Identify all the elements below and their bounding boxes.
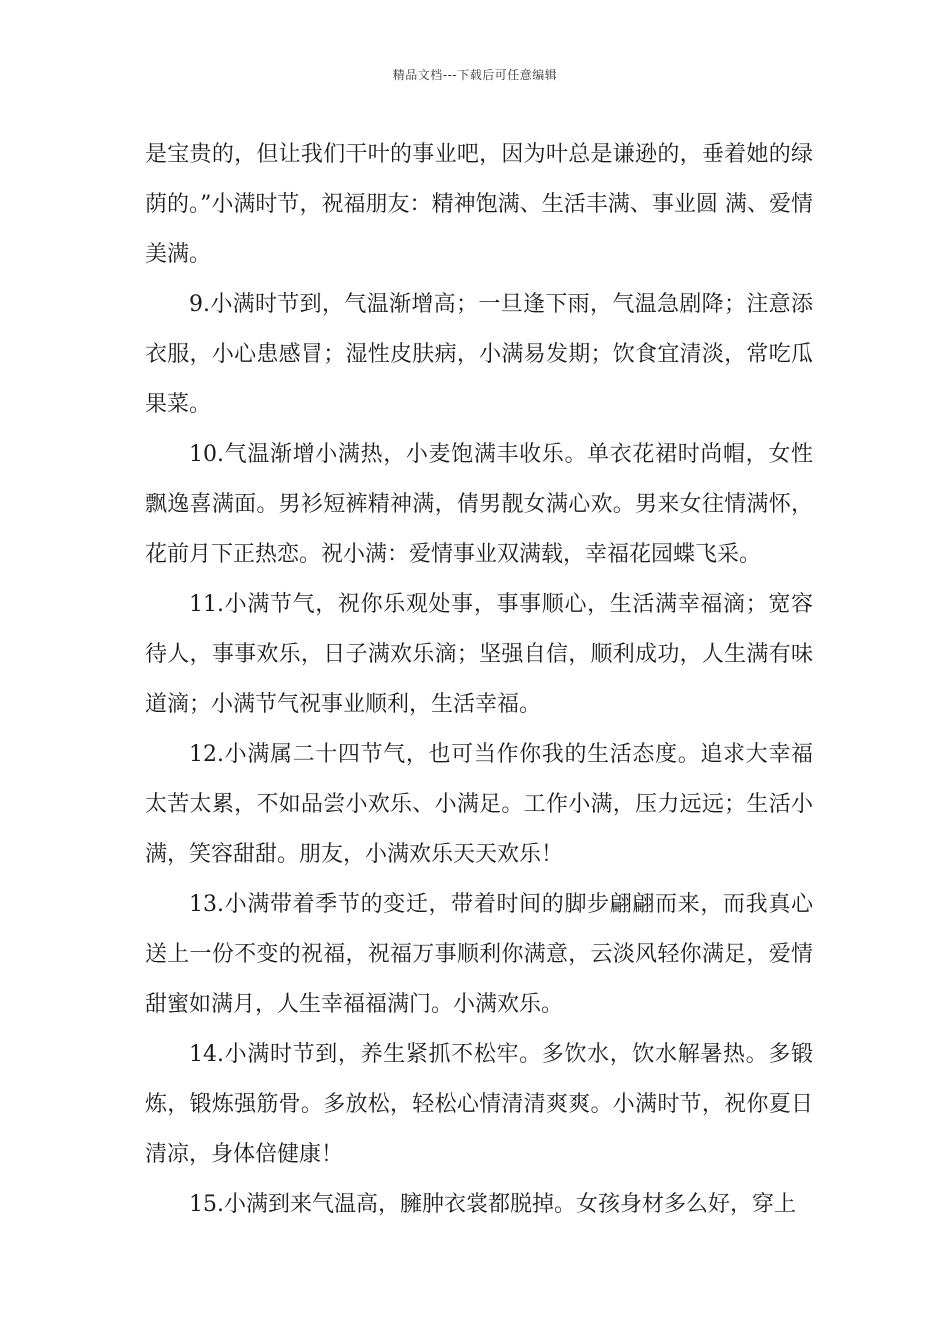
- paragraph-5: 12.小满属二十四节气，也可当作你我的生活态度。追求大幸福太苦太累，不如品尝小欢乐、小满足。工作小满，压力远远；生活小满，笑容甜甜。朋友，小满欢乐天天欢乐！: [145, 742, 813, 867]
- paragraph-1: 是宝贵的，但让我们干叶的事业吧，因为叶总是谦逊的，垂着她的绿荫的。”小满时节，祝福朋友：精神饱满、生活丰满、事业圆 满、爱情美满。: [145, 142, 813, 267]
- paragraph-7: 14.小满时节到，养生紧抓不松牢。多饮水，饮水解暑热。多锻炼，锻炼强筋骨。多放松，轻松心情清清爽爽。小满时节，祝你夏日清凉，身体倍健康！: [145, 1042, 813, 1167]
- paragraph-4: 11.小满节气，祝你乐观处事，事事顺心，生活满幸福滴；宽容待人，事事欢乐，日子满欢乐滴；坚强自信，顺利成功，人生满有味道滴；小满节气祝事业顺利，生活幸福。: [145, 592, 813, 717]
- document-body: [145, 130, 813, 1230]
- page-header: 精品文档---下载后可任意编辑: [392, 68, 558, 82]
- paragraph-2: 9.小满时节到，气温渐增高；一旦逢下雨，气温急剧降；注意添衣服，小心患感冒；湿性皮肤病，小满易发期；饮食宜清淡，常吃瓜果菜。: [145, 292, 813, 417]
- paragraph-8: 15.小满到来气温高，臃肿衣裳都脱掉。女孩身材多么好，穿上: [189, 1192, 796, 1217]
- paragraph-6: 13.小满带着季节的变迁，带着时间的脚步翩翩而来，而我真心送上一份不变的祝福，祝福万事顺利你满意，云淡风轻你满足，爱情甜蜜如满月，人生幸福福满门。小满欢乐。: [145, 892, 813, 1017]
- paragraph-3: 10.气温渐增小满热，小麦饱满丰收乐。单衣花裙时尚帽，女性飘逸喜满面。男衫短裤精神满，倩男靓女满心欢。男来女往情满怀，花前月下正热恋。祝小满：爱情事业双满载，幸福花园蝶飞采。: [145, 442, 813, 567]
